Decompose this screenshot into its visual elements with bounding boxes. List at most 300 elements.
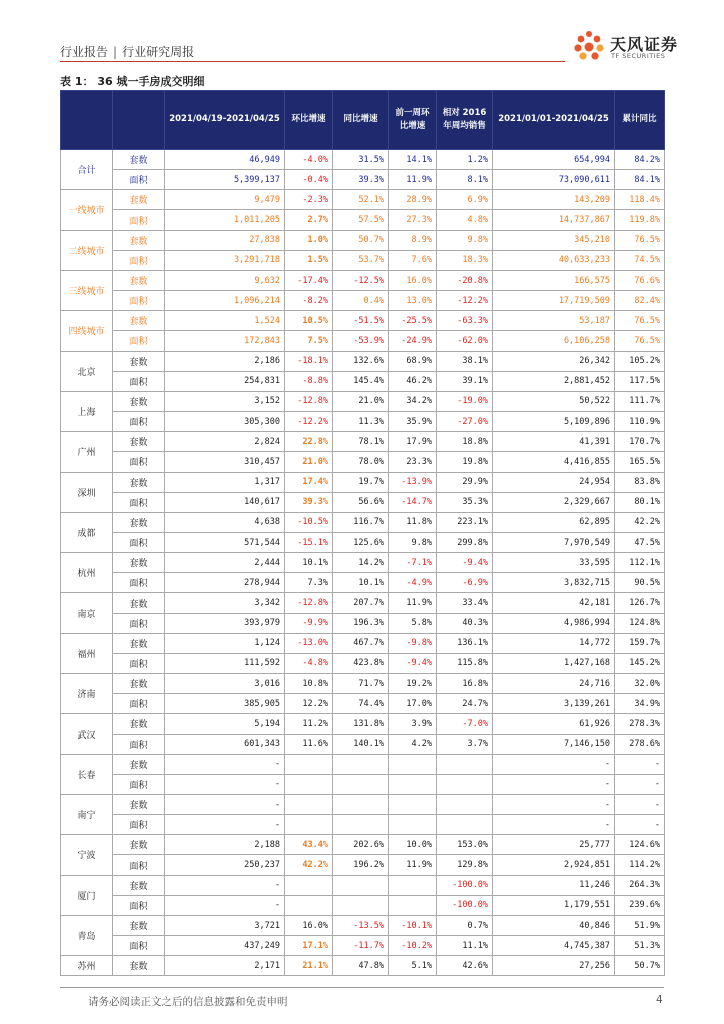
table-row — [61, 714, 665, 734]
page-number: 4 — [656, 994, 663, 1006]
value-cell — [389, 774, 437, 794]
table-row — [61, 331, 665, 351]
value-cell: 124.8% — [615, 613, 665, 633]
value-cell: 119.8% — [615, 210, 665, 230]
col-header — [61, 91, 113, 150]
table-row — [61, 956, 665, 976]
value-cell: 24,716 — [493, 674, 615, 694]
city-cell: 厦门 — [61, 875, 113, 915]
metric-cell: 套数 — [113, 150, 165, 170]
value-cell: 18.3% — [437, 250, 493, 270]
table-row — [61, 754, 665, 774]
value-cell: 2.7% — [285, 210, 333, 230]
value-cell: 3,721 — [165, 915, 285, 935]
value-cell — [333, 774, 389, 794]
metric-cell: 套数 — [113, 553, 165, 573]
metric-cell: 面积 — [113, 210, 165, 230]
value-cell: 76.5% — [615, 331, 665, 351]
value-cell: 117.5% — [615, 371, 665, 391]
value-cell: -19.0% — [437, 391, 493, 411]
metric-cell: 套数 — [113, 754, 165, 774]
value-cell: 9,479 — [165, 190, 285, 210]
value-cell: 4,986,994 — [493, 613, 615, 633]
table-row — [61, 432, 665, 452]
value-cell: 68.9% — [389, 351, 437, 371]
value-cell: 165.5% — [615, 452, 665, 472]
value-cell: 196.3% — [333, 613, 389, 633]
value-cell: 42,181 — [493, 593, 615, 613]
metric-cell: 面积 — [113, 815, 165, 835]
table-row — [61, 936, 665, 956]
value-cell: 423.8% — [333, 653, 389, 673]
value-cell: 11,246 — [493, 875, 615, 895]
value-cell: -18.1% — [285, 351, 333, 371]
value-cell: 1.5% — [285, 250, 333, 270]
value-cell: 17.4% — [285, 472, 333, 492]
value-cell: - — [493, 754, 615, 774]
table-header-row — [61, 91, 665, 150]
table-row — [61, 815, 665, 835]
value-cell: 118.4% — [615, 190, 665, 210]
value-cell: 3,342 — [165, 593, 285, 613]
value-cell — [333, 875, 389, 895]
value-cell: 116.7% — [333, 512, 389, 532]
col-header: 累计同比 — [615, 91, 665, 150]
value-cell: 223.1% — [437, 512, 493, 532]
table-row — [61, 633, 665, 653]
value-cell: 3,139,261 — [493, 694, 615, 714]
value-cell: -13.9% — [389, 472, 437, 492]
value-cell: 14,772 — [493, 633, 615, 653]
value-cell: 62,895 — [493, 512, 615, 532]
value-cell: 11.6% — [285, 734, 333, 754]
value-cell: -14.7% — [389, 492, 437, 512]
value-cell: 51.9% — [615, 915, 665, 935]
table-row — [61, 230, 665, 250]
table-row — [61, 855, 665, 875]
value-cell: 9,632 — [165, 270, 285, 290]
value-cell: 7.6% — [389, 250, 437, 270]
value-cell — [285, 895, 333, 915]
value-cell: 90.5% — [615, 573, 665, 593]
value-cell: -9.9% — [285, 613, 333, 633]
table-row — [61, 593, 665, 613]
value-cell: 52.1% — [333, 190, 389, 210]
value-cell: 40.3% — [437, 613, 493, 633]
value-cell: - — [615, 795, 665, 815]
value-cell: 56.6% — [333, 492, 389, 512]
transaction-table — [60, 90, 665, 976]
value-cell: 33.4% — [437, 593, 493, 613]
value-cell: 0.7% — [437, 915, 493, 935]
table-row — [61, 311, 665, 331]
value-cell: 345,210 — [493, 230, 615, 250]
metric-cell: 面积 — [113, 734, 165, 754]
value-cell: 19.7% — [333, 472, 389, 492]
value-cell: 2,329,667 — [493, 492, 615, 512]
value-cell: 0.4% — [333, 291, 389, 311]
value-cell: 11.9% — [389, 170, 437, 190]
value-cell: 278,944 — [165, 573, 285, 593]
value-cell: 125.6% — [333, 532, 389, 552]
value-cell: 42.6% — [437, 956, 493, 976]
city-cell: 福州 — [61, 633, 113, 673]
city-cell: 四线城市 — [61, 311, 113, 351]
brand-logo — [570, 28, 690, 66]
value-cell: - — [493, 815, 615, 835]
value-cell: 11.2% — [285, 714, 333, 734]
city-cell: 宁波 — [61, 835, 113, 875]
value-cell: 18.8% — [437, 432, 493, 452]
value-cell: 42.2% — [285, 855, 333, 875]
city-cell: 三线城市 — [61, 270, 113, 310]
value-cell: 140.1% — [333, 734, 389, 754]
brand-sub: TF SECURITIES — [611, 52, 666, 60]
value-cell: -4.0% — [285, 150, 333, 170]
metric-cell: 面积 — [113, 694, 165, 714]
value-cell: 40,633,233 — [493, 250, 615, 270]
metric-cell: 套数 — [113, 835, 165, 855]
value-cell: 39.3% — [285, 492, 333, 512]
value-cell: 1,011,205 — [165, 210, 285, 230]
value-cell: 1,427,168 — [493, 653, 615, 673]
value-cell: 28.9% — [389, 190, 437, 210]
table-row — [61, 391, 665, 411]
value-cell: -4.9% — [389, 573, 437, 593]
value-cell: 467.7% — [333, 633, 389, 653]
value-cell: 34.2% — [389, 391, 437, 411]
value-cell: 16.0% — [285, 915, 333, 935]
value-cell: 61,926 — [493, 714, 615, 734]
metric-cell: 面积 — [113, 412, 165, 432]
value-cell: 140,617 — [165, 492, 285, 512]
metric-cell: 套数 — [113, 633, 165, 653]
table-row — [61, 895, 665, 915]
metric-cell: 面积 — [113, 936, 165, 956]
value-cell: 278.3% — [615, 714, 665, 734]
value-cell: 10.5% — [285, 311, 333, 331]
value-cell: - — [165, 754, 285, 774]
value-cell — [437, 795, 493, 815]
value-cell: 145.2% — [615, 653, 665, 673]
value-cell — [437, 754, 493, 774]
value-cell: -12.2% — [285, 412, 333, 432]
city-cell: 一线城市 — [61, 190, 113, 230]
value-cell: 21.1% — [285, 956, 333, 976]
value-cell: -4.8% — [285, 653, 333, 673]
table-row — [61, 573, 665, 593]
value-cell: 207.7% — [333, 593, 389, 613]
value-cell: 16.8% — [437, 674, 493, 694]
value-cell: 126.7% — [615, 593, 665, 613]
value-cell: 76.5% — [615, 230, 665, 250]
section-label: 行业报告 | 行业研究周报 — [60, 45, 195, 59]
value-cell: 654,994 — [493, 150, 615, 170]
value-cell: -24.9% — [389, 331, 437, 351]
value-cell: 105.2% — [615, 351, 665, 371]
value-cell: 78.0% — [333, 452, 389, 472]
value-cell: 170.7% — [615, 432, 665, 452]
city-cell: 成都 — [61, 512, 113, 552]
value-cell: - — [165, 815, 285, 835]
city-cell: 北京 — [61, 351, 113, 391]
value-cell: -100.0% — [437, 895, 493, 915]
value-cell: -13.5% — [333, 915, 389, 935]
value-cell: 143,209 — [493, 190, 615, 210]
city-cell: 济南 — [61, 674, 113, 714]
value-cell: 3,832,715 — [493, 573, 615, 593]
metric-cell: 套数 — [113, 674, 165, 694]
metric-cell: 面积 — [113, 452, 165, 472]
value-cell: 124.6% — [615, 835, 665, 855]
value-cell: 7,970,549 — [493, 532, 615, 552]
table-row — [61, 250, 665, 270]
value-cell: 47.8% — [333, 956, 389, 976]
table-row — [61, 734, 665, 754]
metric-cell: 面积 — [113, 250, 165, 270]
metric-cell: 面积 — [113, 532, 165, 552]
value-cell: 50.7% — [333, 230, 389, 250]
value-cell: 35.9% — [389, 412, 437, 432]
value-cell: 46,949 — [165, 150, 285, 170]
value-cell: 132.6% — [333, 351, 389, 371]
value-cell: 34.9% — [615, 694, 665, 714]
value-cell: 32.0% — [615, 674, 665, 694]
metric-cell: 套数 — [113, 714, 165, 734]
value-cell: 5,399,137 — [165, 170, 285, 190]
value-cell: -9.4% — [389, 653, 437, 673]
value-cell: -53.9% — [333, 331, 389, 351]
metric-cell: 套数 — [113, 230, 165, 250]
value-cell: 2,824 — [165, 432, 285, 452]
table-row — [61, 553, 665, 573]
value-cell: 27.3% — [389, 210, 437, 230]
value-cell: 24.7% — [437, 694, 493, 714]
city-cell: 青岛 — [61, 915, 113, 955]
value-cell: -12.5% — [333, 270, 389, 290]
value-cell: 16.0% — [389, 270, 437, 290]
value-cell: 47.5% — [615, 532, 665, 552]
value-cell: 131.8% — [333, 714, 389, 734]
value-cell: -10.1% — [389, 915, 437, 935]
value-cell: 278.6% — [615, 734, 665, 754]
value-cell — [389, 815, 437, 835]
value-cell: -27.0% — [437, 412, 493, 432]
value-cell: 76.5% — [615, 311, 665, 331]
value-cell: 1,096,214 — [165, 291, 285, 311]
table-row — [61, 653, 665, 673]
metric-cell: 套数 — [113, 875, 165, 895]
disclaimer: 请务必阅读正文之后的信息披露和免责申明 — [88, 996, 288, 1008]
value-cell: - — [165, 895, 285, 915]
value-cell: 166,575 — [493, 270, 615, 290]
value-cell: 53,187 — [493, 311, 615, 331]
value-cell — [389, 795, 437, 815]
value-cell: 13.0% — [389, 291, 437, 311]
table-row — [61, 270, 665, 290]
value-cell: 129.8% — [437, 855, 493, 875]
value-cell: -0.4% — [285, 170, 333, 190]
value-cell: 110.9% — [615, 412, 665, 432]
table-row — [61, 150, 665, 170]
city-cell: 广州 — [61, 432, 113, 472]
value-cell: 80.1% — [615, 492, 665, 512]
metric-cell: 面积 — [113, 573, 165, 593]
value-cell: 114.2% — [615, 855, 665, 875]
metric-cell: 面积 — [113, 613, 165, 633]
metric-cell: 套数 — [113, 472, 165, 492]
metric-cell: 面积 — [113, 331, 165, 351]
value-cell: 115.8% — [437, 653, 493, 673]
value-cell: 1.2% — [437, 150, 493, 170]
value-cell: 3.7% — [437, 734, 493, 754]
value-cell: 51.3% — [615, 936, 665, 956]
value-cell: - — [165, 795, 285, 815]
value-cell: 11.9% — [389, 593, 437, 613]
value-cell: -100.0% — [437, 875, 493, 895]
value-cell: -15.1% — [285, 532, 333, 552]
value-cell: 264.3% — [615, 875, 665, 895]
value-cell: 82.4% — [615, 291, 665, 311]
value-cell: 50,522 — [493, 391, 615, 411]
value-cell: 84.2% — [615, 150, 665, 170]
value-cell — [285, 815, 333, 835]
value-cell: 2,444 — [165, 553, 285, 573]
metric-cell: 套数 — [113, 956, 165, 976]
value-cell: 393,979 — [165, 613, 285, 633]
city-cell: 杭州 — [61, 553, 113, 593]
value-cell: 299.8% — [437, 532, 493, 552]
table-row — [61, 190, 665, 210]
value-cell: -20.8% — [437, 270, 493, 290]
value-cell: 17.9% — [389, 432, 437, 452]
value-cell: -63.3% — [437, 311, 493, 331]
value-cell: 10.1% — [333, 573, 389, 593]
value-cell: 3.9% — [389, 714, 437, 734]
value-cell: -12.8% — [285, 593, 333, 613]
value-cell: 19.8% — [437, 452, 493, 472]
value-cell: 111.7% — [615, 391, 665, 411]
value-cell: 571,544 — [165, 532, 285, 552]
table-row — [61, 694, 665, 714]
value-cell: 145.4% — [333, 371, 389, 391]
value-cell: 42.2% — [615, 512, 665, 532]
value-cell: 50.7% — [615, 956, 665, 976]
value-cell: 136.1% — [437, 633, 493, 653]
table-row — [61, 613, 665, 633]
value-cell — [285, 875, 333, 895]
value-cell: -12.8% — [285, 391, 333, 411]
value-cell: 11.9% — [389, 855, 437, 875]
value-cell: -11.7% — [333, 936, 389, 956]
metric-cell: 面积 — [113, 291, 165, 311]
table-row — [61, 291, 665, 311]
value-cell: -7.1% — [389, 553, 437, 573]
value-cell: 14.2% — [333, 553, 389, 573]
value-cell — [437, 774, 493, 794]
metric-cell: 套数 — [113, 915, 165, 935]
city-cell: 苏州 — [61, 956, 113, 976]
value-cell: 159.7% — [615, 633, 665, 653]
metric-cell: 套数 — [113, 270, 165, 290]
value-cell: 17.1% — [285, 936, 333, 956]
value-cell: 38.1% — [437, 351, 493, 371]
metric-cell: 套数 — [113, 795, 165, 815]
value-cell: 3,016 — [165, 674, 285, 694]
value-cell — [389, 754, 437, 774]
value-cell: 17,719,509 — [493, 291, 615, 311]
value-cell: -17.4% — [285, 270, 333, 290]
metric-cell: 面积 — [113, 492, 165, 512]
value-cell: 8.9% — [389, 230, 437, 250]
value-cell: 4.8% — [437, 210, 493, 230]
value-cell: -62.0% — [437, 331, 493, 351]
value-cell: 3,291,718 — [165, 250, 285, 270]
value-cell — [333, 815, 389, 835]
value-cell: 39.1% — [437, 371, 493, 391]
value-cell: - — [493, 795, 615, 815]
value-cell: 39.3% — [333, 170, 389, 190]
col-header: 环比增速 — [285, 91, 333, 150]
value-cell: 14,737,867 — [493, 210, 615, 230]
value-cell: 2,171 — [165, 956, 285, 976]
value-cell: -13.0% — [285, 633, 333, 653]
value-cell: -7.0% — [437, 714, 493, 734]
city-cell: 上海 — [61, 391, 113, 431]
value-cell: 76.6% — [615, 270, 665, 290]
value-cell: 2,188 — [165, 835, 285, 855]
value-cell: -10.5% — [285, 512, 333, 532]
value-cell: 74.4% — [333, 694, 389, 714]
section-right: 行业研究周报 — [122, 45, 195, 59]
value-cell: 196.2% — [333, 855, 389, 875]
value-cell — [333, 895, 389, 915]
value-cell: 46.2% — [389, 371, 437, 391]
value-cell: 2,881,452 — [493, 371, 615, 391]
table-row — [61, 915, 665, 935]
value-cell: 21.0% — [333, 391, 389, 411]
value-cell: -25.5% — [389, 311, 437, 331]
value-cell: 7.3% — [285, 573, 333, 593]
table-row — [61, 492, 665, 512]
value-cell: 250,237 — [165, 855, 285, 875]
table-row — [61, 674, 665, 694]
table-row — [61, 795, 665, 815]
value-cell: 6,106,258 — [493, 331, 615, 351]
value-cell: 31.5% — [333, 150, 389, 170]
value-cell: 25,777 — [493, 835, 615, 855]
value-cell: 53.7% — [333, 250, 389, 270]
value-cell: - — [615, 815, 665, 835]
col-header: 相对 2016 年周均销售 — [437, 91, 493, 150]
section-left: 行业报告 — [60, 45, 109, 59]
value-cell: 84.1% — [615, 170, 665, 190]
value-cell: 5.8% — [389, 613, 437, 633]
value-cell: 1.0% — [285, 230, 333, 250]
tf-logo-icon — [570, 28, 608, 66]
header-divider — [60, 61, 565, 62]
city-cell: 合计 — [61, 150, 113, 190]
value-cell — [333, 754, 389, 774]
value-cell: -2.3% — [285, 190, 333, 210]
metric-cell: 套数 — [113, 351, 165, 371]
value-cell — [285, 795, 333, 815]
table-row — [61, 210, 665, 230]
value-cell: 112.1% — [615, 553, 665, 573]
col-header: 前一周环比增速 — [389, 91, 437, 150]
value-cell: -8.2% — [285, 291, 333, 311]
value-cell: -10.2% — [389, 936, 437, 956]
